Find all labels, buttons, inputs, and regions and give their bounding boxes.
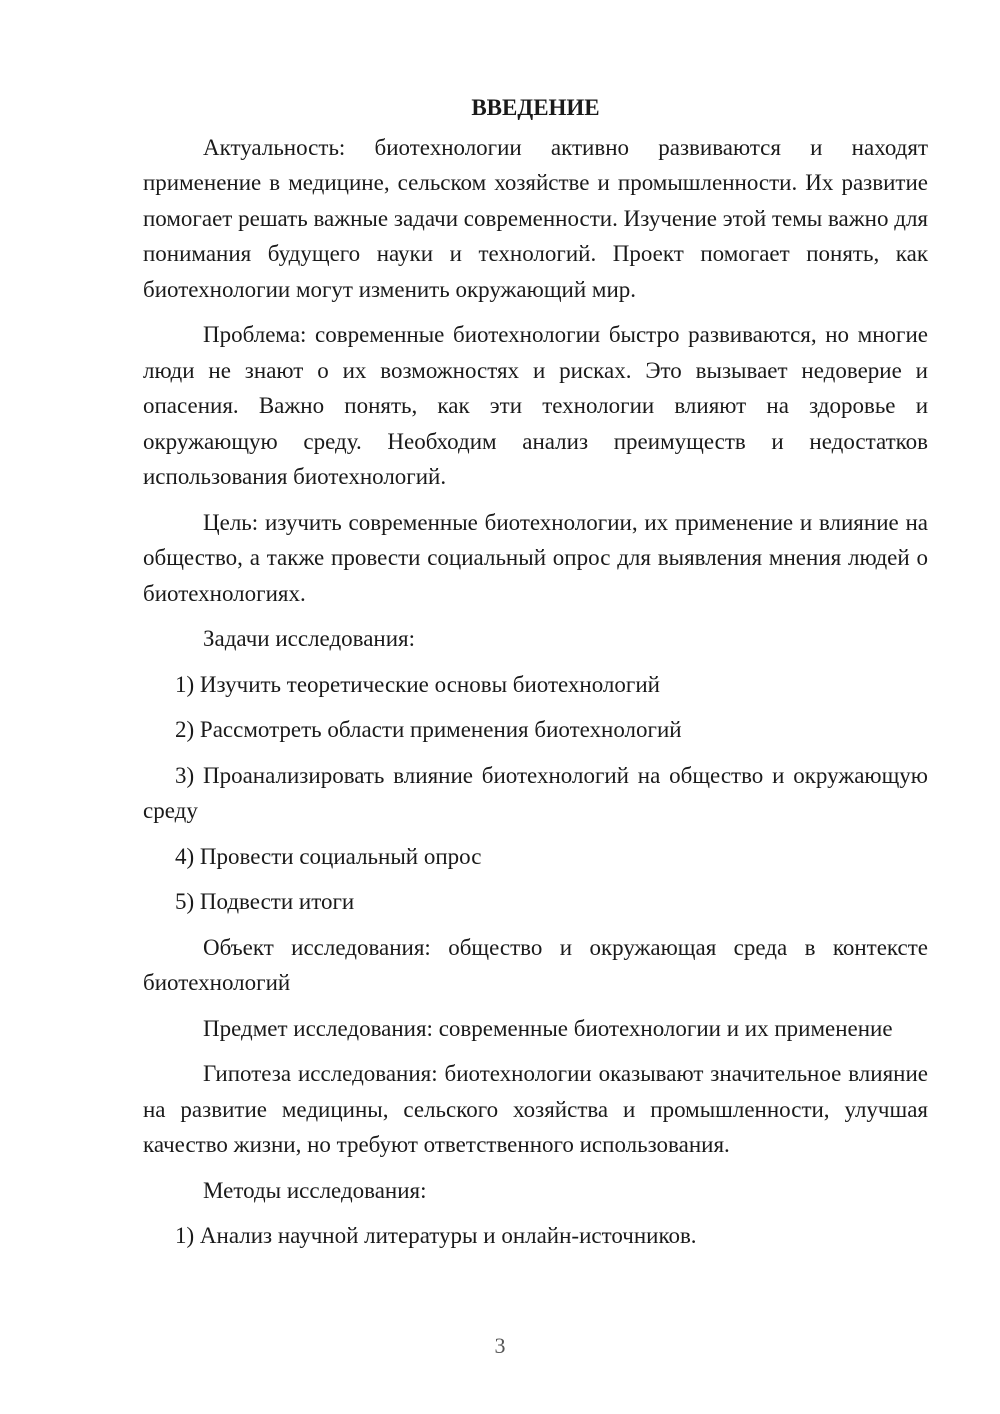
task-item-4: 4) Провести социальный опрос [175, 843, 482, 869]
goal-paragraph: Цель: изучить современные биотехнологии, их применение и влияние на общество, а также провести социальный опрос для выявления мнения людей о биотехнологиях. [143, 509, 928, 606]
relevance-paragraph: Актуальность: биотехнологии активно развиваются и находят применение в медицине, сельском хозяйстве и промышленности. Их развитие помогает решать важные задачи современности. Изучение этой темы важно для понимания будущего науки и технологий. Проект помогает понять, как биотехнологии могут изменить окружающий мир. [143, 134, 928, 302]
page-title: ВВЕДЕНИЕ [471, 95, 600, 120]
method-item-1: 1) Анализ научной литературы и онлайн-источников. [175, 1223, 697, 1248]
task-item-3: 3) Проанализировать влияние биотехнологий на общество и окружающую среду [143, 762, 928, 823]
tasks-heading: Задачи исследования: [203, 626, 416, 651]
hypothesis-paragraph: Гипотеза исследования: биотехнологии оказывают значительное влияние на развитие медицины, сельского хозяйства и промышленности, улучшая качество жизни, но требуют ответственного использования. [143, 1061, 928, 1157]
page-number: 3 [494, 1333, 506, 1358]
task-item-2: 2) Рассмотреть области применения биотехнологий [175, 717, 682, 742]
task-item-1: 1) Изучить теоретические основы биотехнологий [175, 671, 660, 697]
methods-heading: Методы исследования: [203, 1177, 427, 1203]
task-item-5: 5) Подвести итоги [175, 889, 355, 914]
subject-paragraph: Предмет исследования: современные биотехнологии и их применение [203, 1015, 893, 1041]
object-paragraph: Объект исследования: общество и окружающая среда в контексте биотехнологий [143, 934, 928, 995]
document-page [143, 90, 928, 1264]
problem-paragraph: Проблема: современные биотехнологии быстро развиваются, но многие люди не знают о их возможностях и рисках. Это вызывает недоверие и опасения. Важно понять, как эти технологии влияют на здоровье и окружающую среду. Необходим анализ преимуществ и недостатков использования биотехнологий. [143, 322, 928, 489]
